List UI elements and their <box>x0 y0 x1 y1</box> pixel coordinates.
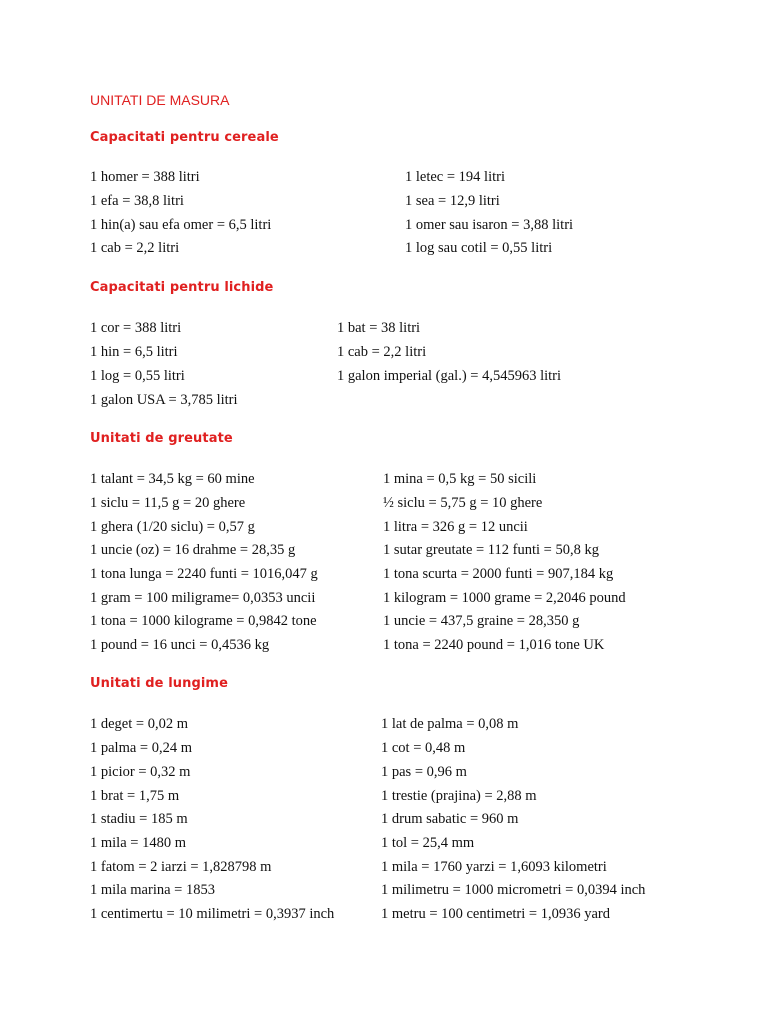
entry: 1 cab = 2,2 litri <box>90 240 180 256</box>
section-heading-lungime: Unitati de lungime <box>90 676 228 691</box>
entry: 1 kilogram = 1000 grame = 2,2046 pound <box>383 590 626 606</box>
entry: 1 tona = 1000 kilograme = 0,9842 tone <box>90 613 317 629</box>
section-heading-greutate: Unitati de greutate <box>90 431 233 446</box>
page-title: UNITATI DE MASURA <box>90 92 230 108</box>
entry: 1 tona lunga = 2240 funti = 1016,047 g <box>90 566 318 582</box>
entry: 1 cor = 388 litri <box>90 320 182 336</box>
entry: 1 cot = 0,48 m <box>381 740 466 756</box>
entry: 1 cab = 2,2 litri <box>337 344 427 360</box>
entry: 1 drum sabatic = 960 m <box>381 811 519 827</box>
entry: 1 milimetru = 1000 micrometri = 0,0394 inch <box>381 882 646 898</box>
entry: 1 bat = 38 litri <box>337 320 421 336</box>
entry: 1 deget = 0,02 m <box>90 716 188 732</box>
entry: 1 galon USA = 3,785 litri <box>90 392 238 408</box>
entry: 1 pas = 0,96 m <box>381 764 467 780</box>
entry: 1 hin(a) sau efa omer = 6,5 litri <box>90 217 272 233</box>
entry: 1 brat = 1,75 m <box>90 788 180 804</box>
entry: 1 mila = 1760 yarzi = 1,6093 kilometri <box>381 859 607 875</box>
entry: 1 mila = 1480 m <box>90 835 186 851</box>
entry: 1 siclu = 11,5 g = 20 ghere <box>90 495 246 511</box>
entry: 1 tol = 25,4 mm <box>381 835 475 851</box>
entry: 1 palma = 0,24 m <box>90 740 193 756</box>
entry: 1 mila marina = 1853 <box>90 882 215 898</box>
entry: 1 pound = 16 unci = 0,4536 kg <box>90 637 270 653</box>
entry: 1 hin = 6,5 litri <box>90 344 178 360</box>
entry: 1 log sau cotil = 0,55 litri <box>405 240 553 256</box>
entry: 1 picior = 0,32 m <box>90 764 191 780</box>
entry: ½ siclu = 5,75 g = 10 ghere <box>383 495 543 511</box>
entry: 1 metru = 100 centimetri = 1,0936 yard <box>381 906 610 922</box>
entry: 1 omer sau isaron = 3,88 litri <box>405 217 574 233</box>
section-heading-cereale: Capacitati pentru cereale <box>90 130 279 145</box>
entry: 1 log = 0,55 litri <box>90 368 185 384</box>
entry: 1 efa = 38,8 litri <box>90 193 184 209</box>
entry: 1 centimertu = 10 milimetri = 0,3937 inch <box>90 906 335 922</box>
entry: 1 mina = 0,5 kg = 50 sicili <box>383 471 537 487</box>
entry: 1 letec = 194 litri <box>405 169 505 185</box>
entry: 1 sea = 12,9 litri <box>405 193 500 209</box>
entry: 1 uncie = 437,5 graine = 28,350 g <box>383 613 580 629</box>
entry: 1 litra = 326 g = 12 uncii <box>383 519 528 535</box>
entry: 1 trestie (prajina) = 2,88 m <box>381 788 537 804</box>
section-heading-lichide: Capacitati pentru lichide <box>90 280 274 295</box>
entry: 1 gram = 100 miligrame= 0,0353 uncii <box>90 590 316 606</box>
entry: 1 stadiu = 185 m <box>90 811 188 827</box>
entry: 1 lat de palma = 0,08 m <box>381 716 519 732</box>
entry: 1 sutar greutate = 112 funti = 50,8 kg <box>383 542 599 558</box>
entry: 1 talant = 34,5 kg = 60 mine <box>90 471 255 487</box>
entry: 1 tona scurta = 2000 funti = 907,184 kg <box>383 566 614 582</box>
entry: 1 galon imperial (gal.) = 4,545963 litri <box>337 368 562 384</box>
entry: 1 homer = 388 litri <box>90 169 200 185</box>
entry: 1 ghera (1/20 siclu) = 0,57 g <box>90 519 255 535</box>
entry: 1 tona = 2240 pound = 1,016 tone UK <box>383 637 605 653</box>
entry: 1 fatom = 2 iarzi = 1,828798 m <box>90 859 272 875</box>
entry: 1 uncie (oz) = 16 drahme = 28,35 g <box>90 542 296 558</box>
